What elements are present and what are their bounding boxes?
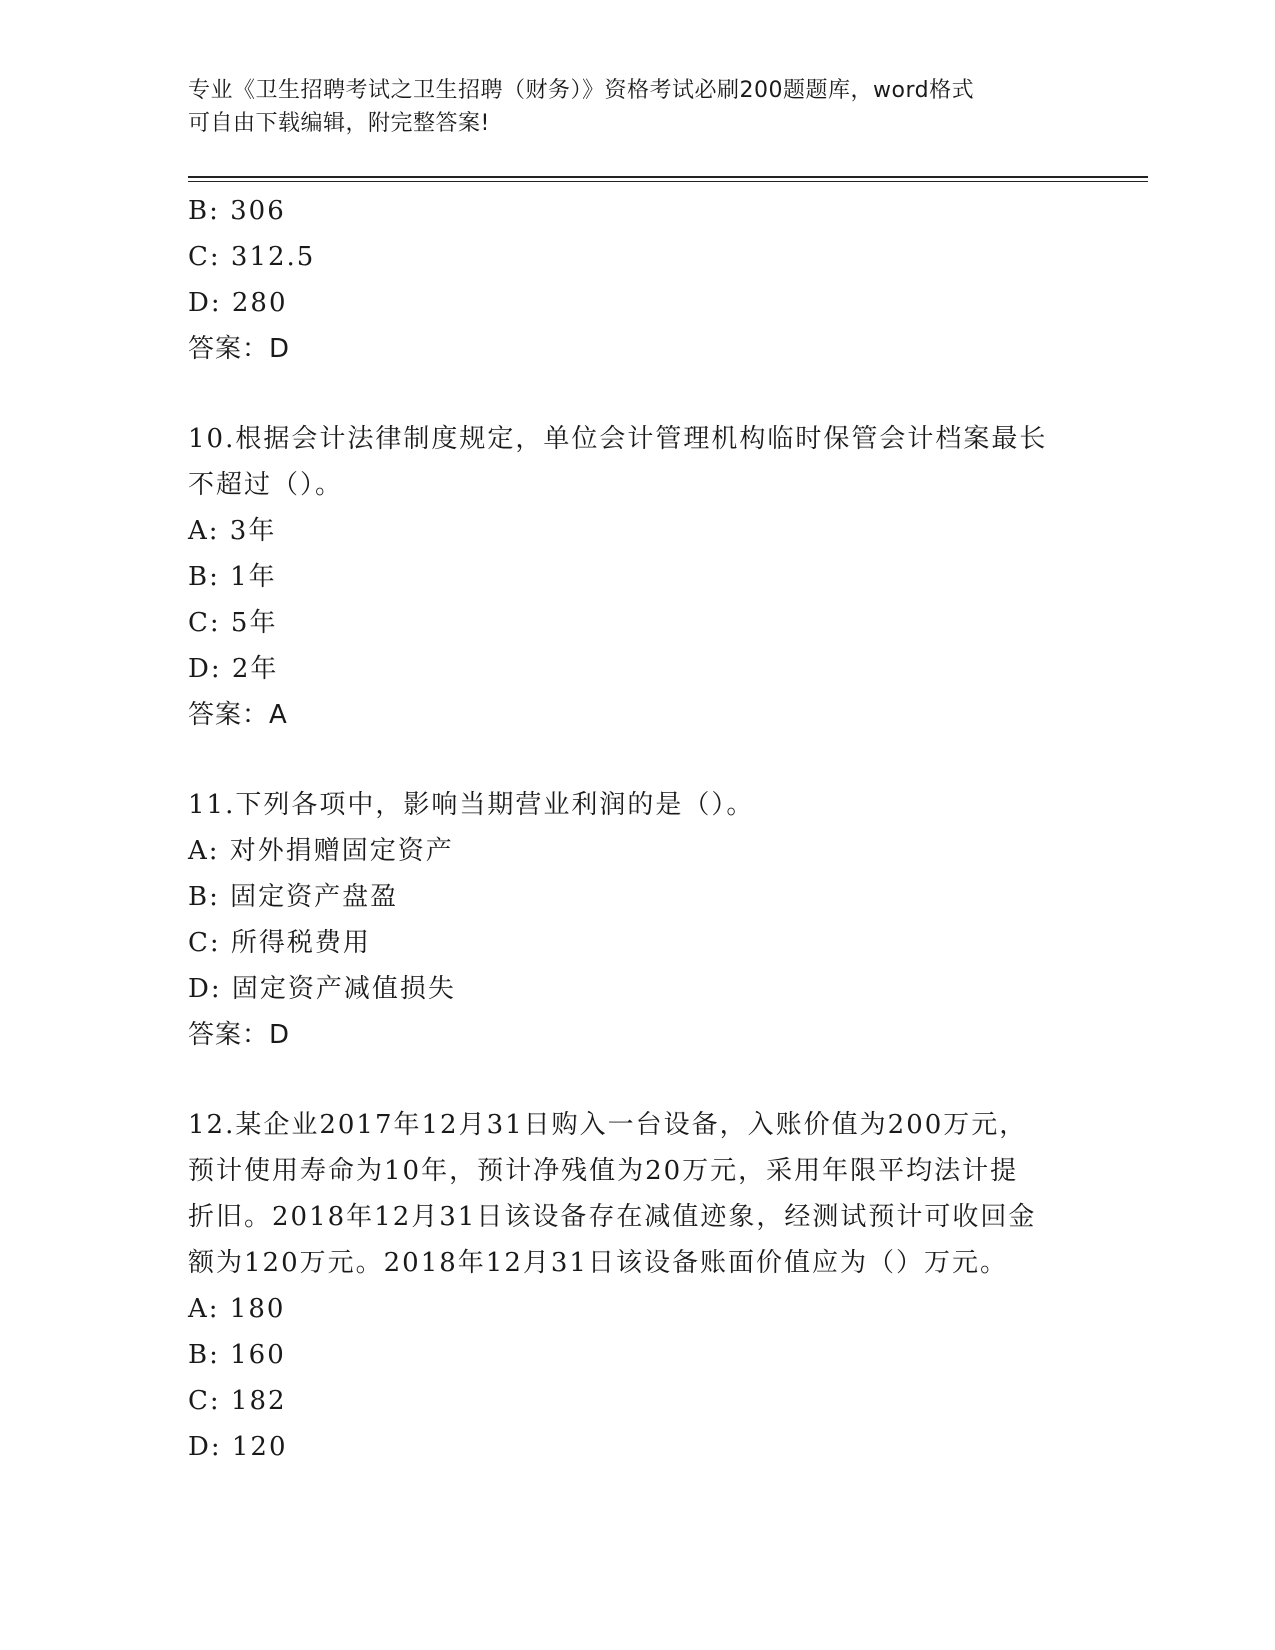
question-text-line: 不超过（）。	[188, 470, 344, 500]
option-d: D: 280	[188, 288, 288, 318]
question-text-line: 10.根据会计法律制度规定，单位会计管理机构临时保管会计档案最长	[188, 424, 1048, 454]
question-12	[188, 1102, 1108, 1470]
spacer	[188, 372, 1108, 416]
option-a: A: 3年	[188, 516, 277, 546]
option-c: C: 所得税费用	[188, 928, 371, 958]
answer-line: 答案：A	[188, 700, 288, 730]
option-c: C: 182	[188, 1386, 287, 1416]
answer-line: 答案：D	[188, 334, 291, 364]
option-a: A: 对外捐赠固定资产	[188, 836, 454, 866]
question-text-line: 折旧。2018年12月31日该设备存在减值迹象，经测试预计可收回金	[188, 1202, 1037, 1232]
question-11	[188, 782, 1108, 1058]
option-b: B: 固定资产盘盈	[188, 882, 399, 912]
option-d: D: 120	[188, 1432, 288, 1462]
option-b: B: 160	[188, 1340, 286, 1370]
question-text-line: 预计使用寿命为10年，预计净残值为20万元，采用年限平均法计提	[188, 1156, 1019, 1186]
spacer	[188, 738, 1108, 782]
question-text-line: 12.某企业2017年12月31日购入一台设备，入账价值为200万元，	[188, 1110, 1028, 1140]
carryover-block	[188, 188, 1108, 372]
header-line-2: 可自由下载编辑，附完整答案!	[188, 111, 490, 136]
answer-line: 答案：D	[188, 1020, 291, 1050]
option-d: D: 固定资产减值损失	[188, 974, 456, 1004]
spacer	[188, 1058, 1108, 1102]
header-rule-thick	[188, 176, 1148, 178]
document-header	[188, 74, 1068, 140]
header-rule-thin	[188, 181, 1148, 182]
option-a: A: 180	[188, 1294, 286, 1324]
option-d: D: 2年	[188, 654, 279, 684]
header-line-1: 专业《卫生招聘考试之卫生招聘（财务）》资格考试必刷200题题库，word格式	[188, 78, 975, 103]
question-text-line: 11.下列各项中，影响当期营业利润的是（）。	[188, 790, 755, 820]
question-text-line: 额为120万元。2018年12月31日该设备账面价值应为（）万元。	[188, 1248, 1008, 1278]
question-content	[188, 188, 1108, 1470]
option-b: B: 306	[188, 196, 286, 226]
option-c: C: 5年	[188, 608, 278, 638]
option-c: C: 312.5	[188, 242, 316, 272]
option-b: B: 1年	[188, 562, 277, 592]
question-10	[188, 416, 1108, 738]
